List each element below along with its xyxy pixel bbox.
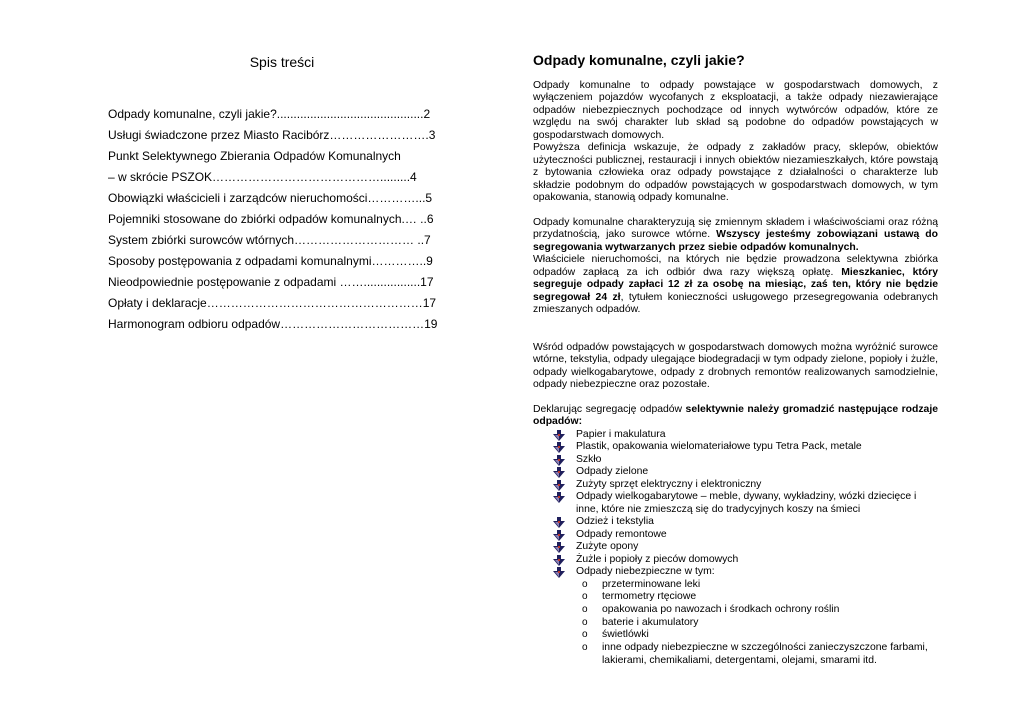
arrow-down-bullet-icon xyxy=(553,467,565,478)
list-item xyxy=(553,516,938,529)
sublist-item-label: baterie i akumulatory xyxy=(602,616,699,628)
arrow-down-bullet-icon xyxy=(553,530,565,541)
sublist-item xyxy=(579,604,938,617)
sublist-item-label: termometry rtęciowe xyxy=(602,591,697,603)
toc-item: Obowiązki właścicieli i zarządców nieruchomości…………...5 xyxy=(108,191,433,205)
list-item-label: Żużle i popioły z pieców domowych xyxy=(576,553,739,565)
list-item-label: Odpady zielone xyxy=(576,466,649,477)
arrow-down-bullet-icon xyxy=(553,480,565,491)
sublist-item-label: świetlówki xyxy=(602,629,649,641)
circle-bullet-icon: o xyxy=(582,616,588,628)
toc-item: Nieodpowiednie postępowanie z odpadami …….................17 xyxy=(108,275,434,289)
paragraph-waste-types: Wśród odpadów powstających w gospodarstwach domowych można wyróżnić surowce wtórne, tekstylia, odpady ulegające biodegradacji w tym odpady zielone, popioły i żużle, odpady wielkogabarytowe, odpady z drobnych remontów realizowanych samodzielnie, odpady niebezpieczne oraz pozostałe. xyxy=(533,341,938,390)
arrow-down-bullet-icon xyxy=(553,442,565,453)
list-item xyxy=(553,566,938,667)
list-item-label: Papier i makulatura xyxy=(576,428,666,440)
list-item-label: Szkło xyxy=(576,453,602,465)
arrow-down-bullet-icon xyxy=(553,517,565,528)
text-run: Właściciele nieruchomości, na których nie będzie prowadzona selektywna zbiórka odpadów zapłacą za ich odbiór dwa razy większą opłatę. xyxy=(533,254,938,278)
toc-item: – w skrócie PSZOK…………………………………….........4 xyxy=(108,170,417,184)
list-item-label: Zużyte opony xyxy=(576,541,639,552)
text-run: Odpady komunalne charakteryzują się zmiennym składem i właściwościami oraz różną przydatnością, jako surowce wtórne. xyxy=(533,216,938,240)
toc-item: Opłaty i deklaracje………………………………………………17 xyxy=(108,296,437,310)
list-item-label: Odpady wielkogabarytowe – meble, dywany, wykładziny, wózki dziecięce i inne, które nie zmieszczą się do tradycyjnych koszy na śmieci xyxy=(576,491,917,515)
toc-item: Pojemniki stosowane do zbiórki odpadów komunalnych.… ..6 xyxy=(108,212,434,226)
arrow-down-bullet-icon xyxy=(553,492,565,503)
sublist-item-label: inne odpady niebezpieczne w szczególności zanieczyszczone farbami, lakierami, chemikaliami, detergentami, olejami, smarami itd. xyxy=(602,642,928,666)
content-page xyxy=(533,54,938,667)
paragraph-definition-scope: Powyższa definicja wskazuje, że odpady z zakładów pracy, sklepów, obiektów użyteczności publicznej, restauracji i innych obiektów niezamieszkałych, które powstają z bytowania człowieka oraz odpady powstające z działalności o charakterze lub składzie podobnym do odpadów powstających w gospodarstwach domowych, w tym opakowania, stanowią odpady komunalne. xyxy=(533,142,938,203)
paragraph-definition: Odpady komunalne to odpady powstające w gospodarstwach domowych, z wyłączeniem pojazdów wycofanych z eksploatacji, a także odpady niezawierające odpadów niebezpiecznych pochodzące od innych wytwórców odpadów, które ze względu na swój charakter lub skład są podobne do odpadów powstających w gospodarstwach domowych. xyxy=(533,79,938,141)
arrow-down-bullet-icon xyxy=(553,430,565,441)
circle-bullet-icon: o xyxy=(582,603,588,615)
list-item xyxy=(553,466,938,479)
sublist-item xyxy=(579,629,938,642)
list-item xyxy=(553,479,938,492)
list-item xyxy=(553,529,938,542)
sublist-item xyxy=(579,617,938,630)
list-item-label: Odpady niebezpieczne w tym: xyxy=(576,566,715,577)
toc-title: Spis treści xyxy=(249,54,315,70)
bold-text: Wszyscy jesteśmy zobowiązani ustawą do segregowania wytwarzanych przez siebie odpadów komunalnych. xyxy=(533,229,938,253)
paragraph-declaration xyxy=(533,404,938,429)
arrow-down-bullet-icon xyxy=(553,455,565,466)
list-item xyxy=(553,554,938,567)
arrow-down-bullet-icon xyxy=(553,542,565,553)
list-item xyxy=(553,441,938,454)
sublist-item xyxy=(579,579,938,592)
bold-text: selektywnie należy gromadzić następujące rodzaje odpadów: xyxy=(533,403,938,427)
list-item xyxy=(553,454,938,467)
list-item xyxy=(553,491,938,516)
sublist-item-label: przeterminowane leki xyxy=(602,578,701,590)
circle-bullet-icon: o xyxy=(582,642,588,654)
text-run: Deklarując segregację odpadów xyxy=(533,403,686,415)
arrow-down-bullet-icon xyxy=(553,567,565,578)
toc-item: System zbiórki surowców wtórnych………………………… ..7 xyxy=(108,233,431,247)
list-item-label: Plastik, opakowania wielomateriałowe typu Tetra Pack, metale xyxy=(576,441,862,452)
sublist-item-label: opakowania po nawozach i środkach ochrony roślin xyxy=(602,603,840,615)
list-item-label: Odpady remontowe xyxy=(576,528,667,540)
sublist-item xyxy=(579,642,938,667)
toc-item: Harmonogram odbioru odpadów………………………………19 xyxy=(108,317,438,331)
circle-bullet-icon: o xyxy=(582,629,588,641)
list-item xyxy=(553,429,938,442)
bold-text: Mieszkaniec, który segreguje odpady zapłaci 12 zł za osobę na miesiąc, zaś ten, który nie będzie segregował 24 zł xyxy=(533,266,938,303)
table-of-contents xyxy=(108,54,444,335)
paragraph-characteristics xyxy=(533,217,938,255)
toc-item: Sposoby postępowania z odpadami komunalnymi…………..9 xyxy=(108,254,433,268)
waste-list xyxy=(533,429,938,668)
paragraph-fees xyxy=(533,254,938,317)
list-item xyxy=(553,541,938,554)
toc-item: Odpady komunalne, czyli jakie?............................................2 xyxy=(108,107,431,121)
hazardous-waste-sublist xyxy=(576,579,938,668)
text-run: , tytułem konieczności usługowego przesegregowania odebranych zmieszanych odpadów. xyxy=(533,291,938,315)
page-heading: Odpady komunalne, czyli jakie? xyxy=(533,52,745,68)
sublist-item xyxy=(579,591,938,604)
arrow-down-bullet-icon xyxy=(553,555,565,566)
list-item-label: Zużyty sprzęt elektryczny i elektroniczny xyxy=(576,478,762,490)
toc-item: Usługi świadczone przez Miasto Racibórz…………………….3 xyxy=(108,128,436,142)
toc-item: Punkt Selektywnego Zbierania Odpadów Komunalnych xyxy=(108,149,401,163)
circle-bullet-icon: o xyxy=(582,578,588,590)
list-item-label: Odzież i tekstylia xyxy=(576,516,654,527)
circle-bullet-icon: o xyxy=(582,591,588,603)
